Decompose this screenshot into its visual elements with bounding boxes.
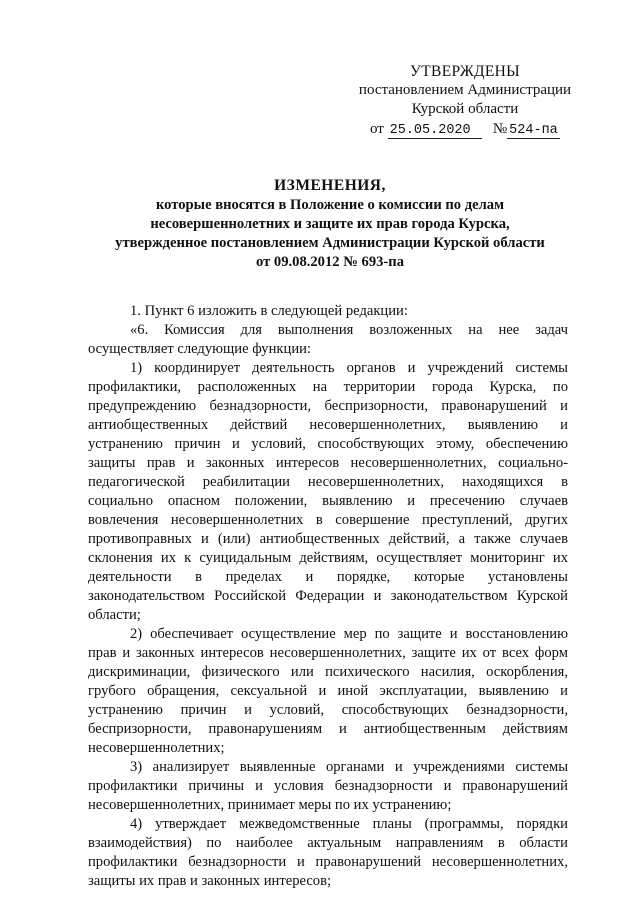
paragraph: 3) анализирует выявленные органами и учреждениями системы профилактики причины и условия безнадзорности и правонарушений несовершеннолетних, принимает меры по их устранению;	[88, 759, 568, 813]
paragraph: 1) координирует деятельность органов и учреждений системы профилактики, расположенных на территории города Курска, по предупреждению безнадзорности, беспризорности, правонарушений и антиобщественных действий несовершеннолетних, выявлению и устранению причин и условий, способствующих этому, обеспечению защиты прав и законных интересов несовершеннолетних, социально-педагогической реабилитации несовершеннолетних, находящихся в социально опасном положении, выявлению и пресечению случаев вовлечения несовершеннолетних в совершение преступлений, других противоправных и (или) антиобщественных действий, а также случаев склонения их к суицидальным действиям, осуществляет мониторинг их деятельности в пределах и порядке, которые установлены законодательством Российской Федерации и законодательством Курской области;	[88, 360, 568, 623]
paragraph: «6. Комиссия для выполнения возложенных на нее задач осуществляет следующие функции:	[88, 322, 568, 357]
approval-title: УТВЕРЖДЕНЫ	[410, 63, 520, 80]
document-body	[88, 302, 568, 891]
heading-line-2: несовершеннолетних и защите их прав города Курска,	[150, 216, 510, 232]
approval-line-2: Курской области	[411, 101, 519, 117]
heading-line-1: которые вносятся в Положение о комиссии по делам	[155, 197, 505, 213]
paragraph: 2) обеспечивает осуществление мер по защите и восстановлению прав и законных интересов несовершеннолетних, защите их от всех форм дискриминации, физического или психического насилия, оскорбления, грубого обращения, сексуальной и иной эксплуатации, выявлению и устранению причин и условий, способствующих безнадзорности, беспризорности, правонарушениям и антиобщественным действиям несовершеннолетних;	[88, 626, 568, 756]
approval-number: 524-па	[509, 123, 558, 138]
document-heading	[100, 176, 560, 272]
number-prefix: №	[492, 121, 508, 137]
heading-title: ИЗМЕНЕНИЯ,	[274, 177, 386, 194]
approval-dateline	[350, 120, 580, 139]
date-prefix: от	[370, 121, 384, 137]
heading-line-3: утвержденное постановлением Администрации Курской области	[115, 235, 545, 251]
heading-line-4: от 09.08.2012 № 693-па	[255, 254, 404, 270]
approval-block	[350, 62, 580, 139]
approval-line-1: постановлением Администрации	[358, 82, 572, 98]
approval-date: 25.05.2020	[388, 123, 482, 139]
paragraph: 1. Пункт 6 изложить в следующей редакции:	[130, 303, 408, 319]
paragraph: 4) утверждает межведомственные планы (программы, порядки взаимодействия) по наиболее актуальным направлениям в области профилактики безнадзорности и правонарушений несовершеннолетних, защиты их прав и законных интересов;	[88, 816, 568, 889]
